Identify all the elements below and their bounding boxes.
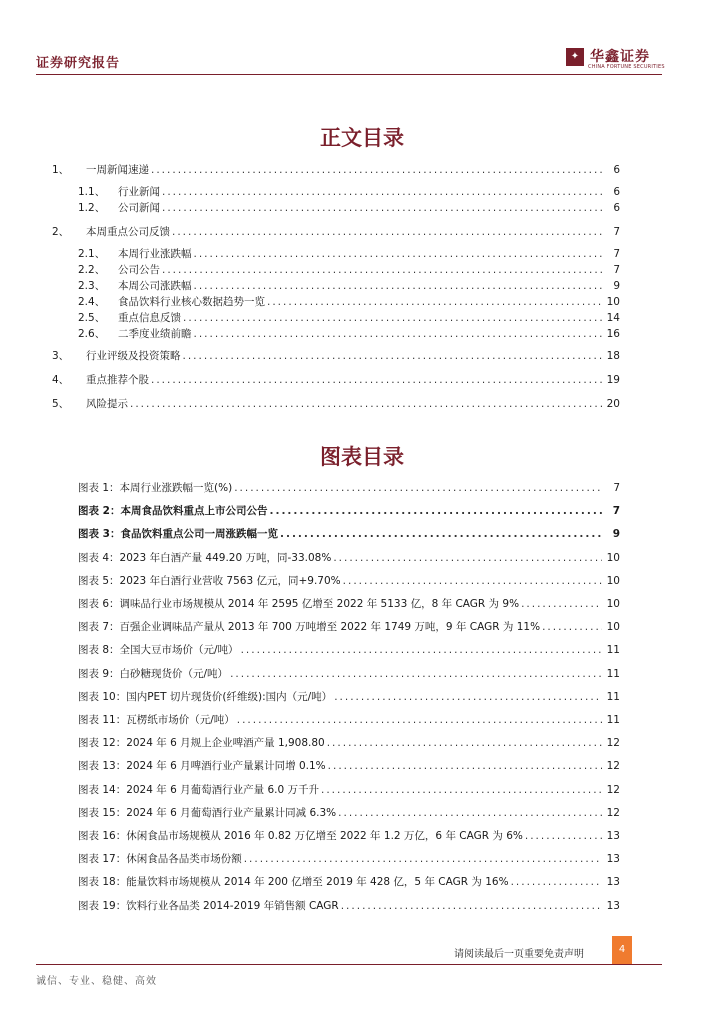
toc-entry-page: 10: [606, 296, 620, 308]
toc-entry-label: 本周行业涨跌幅: [118, 248, 192, 260]
toc-entry[interactable]: [52, 348, 620, 362]
toc-entry-number: 5、: [52, 398, 70, 410]
figure-entry[interactable]: [78, 898, 620, 912]
toc-entry-label: 行业评级及投资策略: [86, 350, 181, 362]
toc-entry[interactable]: [52, 162, 620, 176]
figure-entry[interactable]: [78, 758, 620, 772]
toc-entry-label: 一周新闻速递: [86, 164, 149, 176]
toc-entry-label: 公司公告: [118, 264, 160, 276]
figure-entry-label: 图表 5：2023 年白酒行业营收 7563 亿元，同+9.70%: [78, 574, 341, 587]
figure-entry-page: 10: [606, 551, 620, 564]
figure-entry-page: 13: [606, 899, 620, 912]
dot-leader: [151, 374, 602, 386]
toc-entry-page: 7: [613, 264, 620, 276]
toc-entry-page: 7: [613, 248, 620, 260]
dot-leader: [194, 328, 603, 340]
toc-entry[interactable]: [78, 262, 620, 276]
toc-entry-number: 1.2、: [78, 202, 106, 214]
figure-entry[interactable]: [78, 480, 620, 494]
figure-entry-page: 10: [606, 598, 620, 610]
figure-entry-page: 13: [606, 830, 620, 842]
figure-entry-page: 11: [606, 690, 620, 703]
toc-entry-page: 18: [606, 350, 620, 362]
figure-entry[interactable]: [78, 782, 620, 796]
figure-entry-label: 图表 4：2023 年白酒产量 449.20 万吨，同-33.08%: [78, 551, 332, 564]
toc-entry-label: 本周重点公司反馈: [86, 226, 170, 238]
figure-entry-label: 图表 9：白砂糖现货价（元/吨）: [78, 667, 229, 680]
figure-entry[interactable]: [78, 712, 620, 726]
toc-entry-page: 6: [613, 186, 620, 198]
toc-entry-page: 20: [606, 398, 620, 410]
figure-entry-page: 11: [606, 667, 620, 680]
dot-leader: [333, 552, 602, 564]
toc-entry-page: 6: [613, 202, 620, 214]
toc-entry-label: 重点信息反馈: [118, 312, 181, 324]
dot-leader: [162, 202, 602, 214]
dot-leader: [328, 760, 602, 772]
figure-entry-label: 图表 13：2024 年 6 月啤酒行业产量累计同增 0.1%: [78, 760, 326, 773]
toc-entry[interactable]: [52, 224, 620, 238]
dot-leader: [237, 714, 602, 726]
dot-leader: [511, 876, 602, 888]
figure-entry[interactable]: [78, 573, 620, 587]
figure-entry[interactable]: [78, 851, 620, 865]
dot-leader: [172, 226, 602, 238]
toc-entry-label: 食品饮料行业核心数据趋势一览: [118, 296, 265, 308]
figure-entry[interactable]: [78, 874, 620, 888]
figure-entry-page: 12: [606, 806, 620, 819]
figure-entry-page: 13: [606, 876, 620, 889]
figure-entry-page: 11: [606, 714, 620, 726]
company-logo: [566, 46, 666, 72]
toc-entry[interactable]: [52, 372, 620, 386]
toc-entry-number: 4、: [52, 374, 70, 386]
dot-leader: [162, 186, 602, 198]
toc-entry[interactable]: [78, 246, 620, 260]
dot-leader: [542, 621, 602, 633]
figure-entry[interactable]: [78, 689, 620, 703]
figure-entry[interactable]: [78, 828, 620, 842]
toc-entry-page: 16: [606, 328, 620, 340]
figure-entry-label: 图表 14：2024 年 6 月葡萄酒行业产量 6.0 万千升: [78, 783, 319, 796]
toc-entry-number: 2.2、: [78, 264, 106, 276]
toc-title: 正文目录: [320, 125, 404, 150]
dot-leader: [234, 482, 602, 494]
toc-entry-page: 9: [613, 280, 620, 292]
figure-entry-page: 7: [612, 505, 620, 518]
figure-entry[interactable]: [78, 503, 620, 517]
toc-entry-page: 19: [606, 374, 620, 386]
toc-entry-number: 2.4、: [78, 296, 106, 308]
figure-entry-label: 图表 16：休闲食品市场规模从 2016 年 0.82 万亿增至 2022 年 1.2 万亿，6 年 CAGR 为 6%: [78, 830, 523, 842]
figure-entry[interactable]: [78, 619, 620, 633]
header-divider: [36, 74, 662, 75]
page-number: 4: [612, 936, 632, 964]
dot-leader: [338, 807, 602, 819]
figure-entry-page: 12: [606, 737, 620, 750]
figure-entry[interactable]: [78, 735, 620, 749]
toc-entry-number: 2.5、: [78, 312, 106, 324]
figure-entry-label: 图表 7：百强企业调味品产量从 2013 年 700 万吨增至 2022 年 1749 万吨，9 年 CAGR 为 11%: [78, 621, 541, 634]
toc-entry-number: 3、: [52, 350, 70, 362]
dot-leader: [521, 598, 602, 610]
logo-mark-icon: ✦: [566, 48, 584, 66]
figure-entry-page: 10: [606, 574, 620, 587]
dot-leader: [525, 830, 602, 842]
dot-leader: [183, 312, 602, 324]
toc-entry-label: 本周公司涨跌幅: [118, 280, 192, 292]
figure-entry[interactable]: [78, 526, 620, 540]
dot-leader: [343, 575, 602, 587]
figure-entry-label: 图表 11：瓦楞纸市场价（元/吨）: [78, 714, 235, 726]
dot-leader: [162, 264, 602, 276]
disclaimer-notice[interactable]: 请阅读最后一页重要免责声明: [454, 949, 584, 960]
dot-leader: [130, 398, 602, 410]
toc-entry[interactable]: [78, 278, 620, 292]
toc-entry-label: 行业新闻: [118, 186, 160, 198]
dot-leader: [321, 784, 602, 796]
figure-entry[interactable]: [78, 550, 620, 564]
dot-leader: [334, 691, 602, 703]
dot-leader: [151, 164, 602, 176]
toc-entry-label: 二季度业绩前瞻: [118, 328, 192, 340]
dot-leader: [230, 668, 602, 680]
figure-entry-label: 图表 17：休闲食品各品类市场份额: [78, 853, 242, 866]
toc-entry-number: 1、: [52, 164, 70, 176]
toc-entry-page: 14: [606, 312, 620, 324]
dot-leader: [341, 900, 602, 912]
toc-entry-label: 重点推荐个股: [86, 374, 149, 386]
dot-leader: [244, 853, 602, 865]
dot-leader: [183, 350, 603, 362]
figure-entry-label: 图表 8：全国大豆市场价（元/吨）: [78, 644, 239, 657]
dot-leader: [267, 296, 602, 308]
toc-entry-label: 公司新闻: [118, 202, 160, 214]
dot-leader: [269, 505, 602, 517]
footer-divider: [36, 964, 662, 965]
figure-entry-label: 图表 3：食品饮料重点公司一周涨跌幅一览: [78, 528, 278, 541]
figures-title: 图表目录: [320, 444, 404, 469]
toc-entry[interactable]: [78, 310, 620, 324]
figure-entry-page: 13: [606, 853, 620, 866]
figure-entry[interactable]: [78, 642, 620, 656]
dot-leader: [194, 280, 603, 292]
logo-subtitle: CHINA FORTUNE SECURITIES: [588, 64, 665, 70]
dot-leader: [241, 644, 602, 656]
figure-entry-label: 图表 6：调味品行业市场规模从 2014 年 2595 亿增至 2022 年 5133 亿，8 年 CAGR 为 9%: [78, 598, 520, 610]
figure-entry-page: 7: [613, 482, 620, 494]
toc-entry[interactable]: [78, 200, 620, 214]
figure-entry-page: 11: [606, 644, 620, 657]
toc-entry-number: 1.1、: [78, 186, 106, 198]
toc-entry-label: 风险提示: [86, 398, 128, 410]
figure-entry-label: 图表 10：国内PET 切片现货价(纤维级):国内（元/吨）: [78, 690, 333, 703]
dot-leader: [327, 737, 602, 749]
figure-entry-label: 图表 19：饮料行业各品类 2014-2019 年销售额 CAGR: [78, 899, 339, 912]
figure-entry[interactable]: [78, 596, 620, 610]
toc-entry-number: 2.6、: [78, 328, 106, 340]
figure-entry-page: 12: [606, 760, 620, 773]
toc-entry-page: 6: [613, 164, 620, 176]
logo-name: 华鑫证券: [590, 49, 650, 65]
figure-entry[interactable]: [78, 805, 620, 819]
footer-motto: 诚信、专业、稳健、高效: [36, 976, 157, 987]
toc-entry[interactable]: [52, 396, 620, 410]
figure-entry-page: 9: [612, 528, 620, 541]
figure-entry-page: 12: [606, 783, 620, 796]
toc-entry[interactable]: [78, 326, 620, 340]
figure-entry-label: 图表 2：本周食品饮料重点上市公司公告: [78, 505, 268, 518]
figure-entry-label: 图表 18：能量饮料市场规模从 2014 年 200 亿增至 2019 年 428 亿，5 年 CAGR 为 16%: [78, 876, 509, 889]
toc-entry-page: 7: [613, 226, 620, 238]
figure-entry-page: 10: [606, 621, 620, 634]
dot-leader: [194, 248, 603, 260]
toc-entry-number: 2.1、: [78, 248, 106, 260]
figure-entry-label: 图表 15：2024 年 6 月葡萄酒行业产量累计同减 6.3%: [78, 806, 337, 819]
toc-entry[interactable]: [78, 294, 620, 308]
dot-leader: [280, 528, 602, 540]
figure-entry-label: 图表 12：2024 年 6 月规上企业啤酒产量 1,908.80: [78, 737, 325, 750]
header-title: 证券研究报告: [36, 56, 121, 71]
toc-entry[interactable]: [78, 184, 620, 198]
figure-entry[interactable]: [78, 666, 620, 680]
figure-entry-label: 图表 1：本周行业涨跌幅一览(%): [78, 482, 233, 494]
toc-entry-number: 2.3、: [78, 280, 106, 292]
toc-entry-number: 2、: [52, 226, 70, 238]
